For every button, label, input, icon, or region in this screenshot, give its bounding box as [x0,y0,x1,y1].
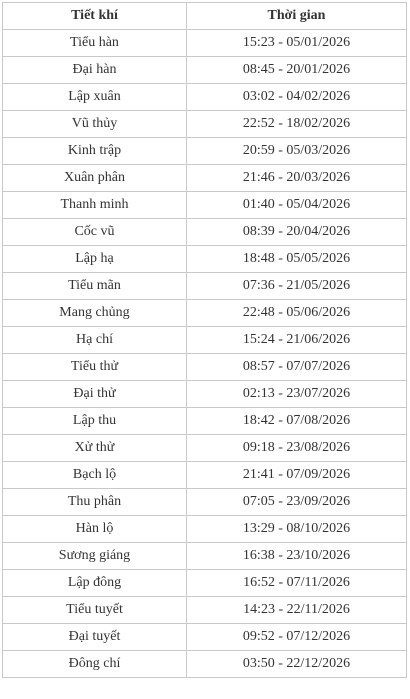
solar-term-cell: Đại tuyết [3,624,187,651]
time-cell: 13:29 - 08/10/2026 [187,516,407,543]
solar-term-cell: Hạ chí [3,327,187,354]
time-cell: 02:13 - 23/07/2026 [187,381,407,408]
time-cell: 15:23 - 05/01/2026 [187,30,407,57]
table-row [3,570,407,597]
table-row [3,651,407,678]
solar-term-cell: Đại thử [3,381,187,408]
table-row [3,489,407,516]
table-row [3,273,407,300]
time-cell: 14:23 - 22/11/2026 [187,597,407,624]
solar-term-cell: Hàn lộ [3,516,187,543]
table-row [3,381,407,408]
table-header [3,3,407,30]
solar-term-cell: Mang chủng [3,300,187,327]
solar-term-cell: Xử thử [3,435,187,462]
table-row [3,246,407,273]
table-row [3,462,407,489]
table-row [3,435,407,462]
solar-term-cell: Tiểu thử [3,354,187,381]
table-body [3,30,407,678]
table-row [3,516,407,543]
time-cell: 08:57 - 07/07/2026 [187,354,407,381]
table-row [3,597,407,624]
time-cell: 03:50 - 22/12/2026 [187,651,407,678]
solar-term-cell: Thanh minh [3,192,187,219]
solar-terms-table [2,2,407,678]
time-cell: 21:41 - 07/09/2026 [187,462,407,489]
solar-term-cell: Đông chí [3,651,187,678]
table-row [3,408,407,435]
time-cell: 07:36 - 21/05/2026 [187,273,407,300]
time-cell: 08:45 - 20/01/2026 [187,57,407,84]
table-row [3,327,407,354]
time-cell: 16:38 - 23/10/2026 [187,543,407,570]
table-row [3,138,407,165]
solar-term-cell: Đại hàn [3,57,187,84]
solar-term-cell: Lập thu [3,408,187,435]
solar-term-cell: Thu phân [3,489,187,516]
solar-term-cell: Tiểu hàn [3,30,187,57]
table-row [3,192,407,219]
time-cell: 09:52 - 07/12/2026 [187,624,407,651]
solar-term-cell: Kinh trập [3,138,187,165]
table-row [3,84,407,111]
solar-term-cell: Xuân phân [3,165,187,192]
solar-term-cell: Lập hạ [3,246,187,273]
solar-terms-table-container [2,2,406,678]
table-row [3,354,407,381]
time-cell: 20:59 - 05/03/2026 [187,138,407,165]
solar-term-cell: Sương giáng [3,543,187,570]
time-cell: 15:24 - 21/06/2026 [187,327,407,354]
solar-term-cell: Tiểu tuyết [3,597,187,624]
time-cell: 09:18 - 23/08/2026 [187,435,407,462]
solar-term-cell: Bạch lộ [3,462,187,489]
table-row [3,300,407,327]
time-cell: 22:48 - 05/06/2026 [187,300,407,327]
table-row [3,57,407,84]
time-cell: 01:40 - 05/04/2026 [187,192,407,219]
time-cell: 22:52 - 18/02/2026 [187,111,407,138]
time-cell: 18:48 - 05/05/2026 [187,246,407,273]
table-row [3,30,407,57]
solar-term-cell: Cốc vũ [3,219,187,246]
solar-term-cell: Tiểu mãn [3,273,187,300]
time-cell: 18:42 - 07/08/2026 [187,408,407,435]
table-row [3,543,407,570]
solar-term-cell: Lập xuân [3,84,187,111]
table-row [3,111,407,138]
header-solar-term: Tiết khí [3,3,187,30]
time-cell: 21:46 - 20/03/2026 [187,165,407,192]
solar-term-cell: Vũ thủy [3,111,187,138]
time-cell: 16:52 - 07/11/2026 [187,570,407,597]
table-row [3,624,407,651]
table-row [3,165,407,192]
time-cell: 03:02 - 04/02/2026 [187,84,407,111]
time-cell: 07:05 - 23/09/2026 [187,489,407,516]
table-row [3,219,407,246]
header-time: Thời gian [187,3,407,30]
time-cell: 08:39 - 20/04/2026 [187,219,407,246]
header-row [3,3,407,30]
solar-term-cell: Lập đông [3,570,187,597]
